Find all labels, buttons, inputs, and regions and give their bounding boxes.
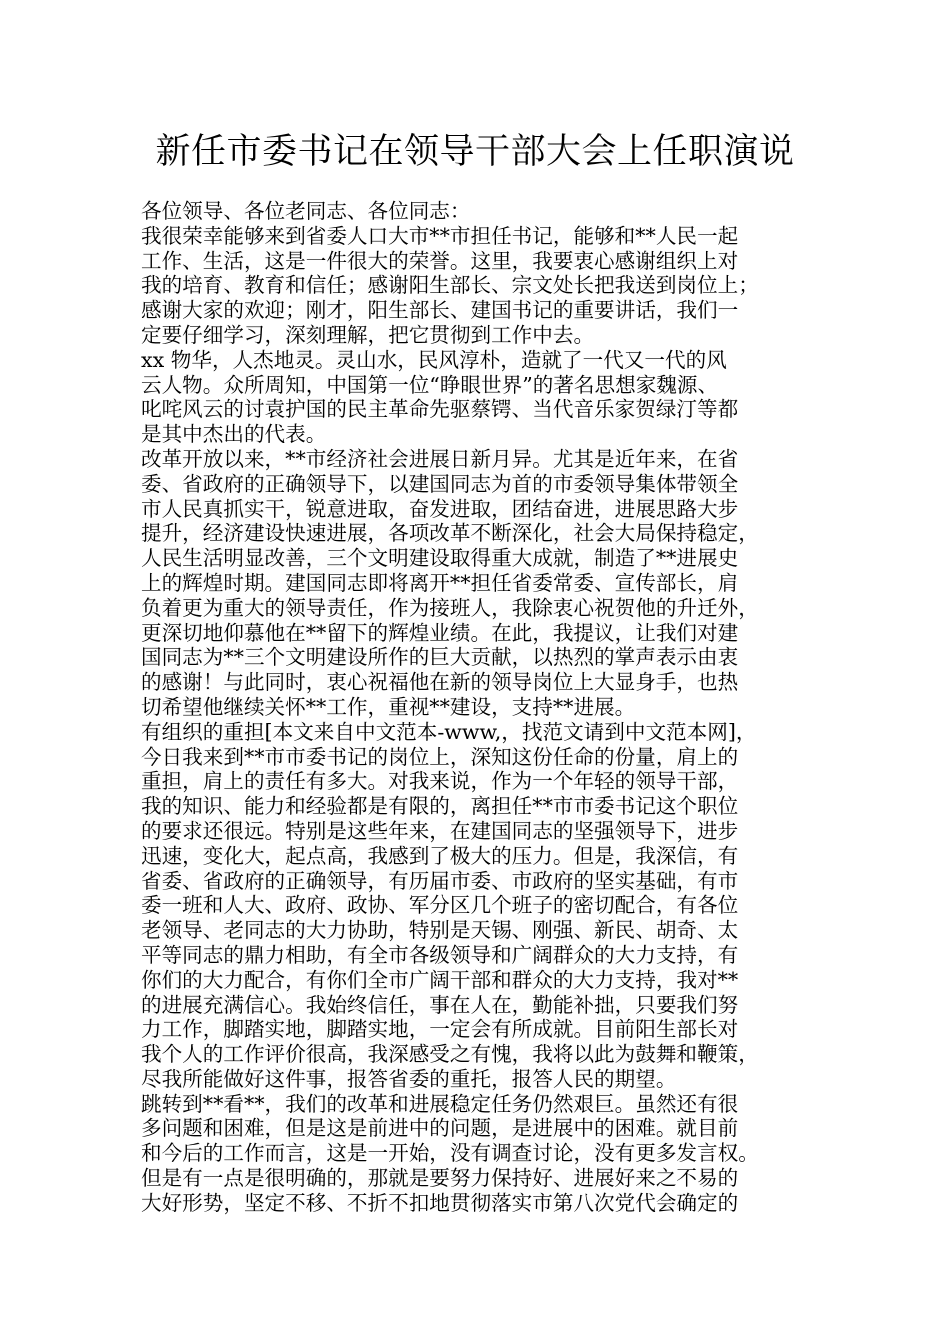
document-title: 新任市委书记在领导干部大会上任职演说 [155, 132, 795, 172]
text-line: 叱咤风云的讨袁护国的民主革命先驱蔡锷、当代音乐家贺绿汀等都 [141, 397, 739, 422]
text-line: 大好形势，坚定不移、不折不扣地贯彻落实市第八次党代会确定的 [141, 1190, 739, 1215]
text-line: 工作、生活，这是一件很大的荣誉。这里，我要衷心感谢组织上对 [141, 248, 739, 273]
text-line: 是其中杰出的代表。 [141, 422, 327, 447]
document-body [141, 199, 831, 1216]
text-line: 和今后的工作而言，这是一开始，没有调查讨论，没有更多发言权。 [141, 1141, 759, 1166]
text-line: 我的知识、能力和经验都是有限的，离担任**市市委书记这个职位 [141, 794, 739, 819]
text-line: 老领导、老同志的大力协助，特别是天锡、刚强、新民、胡奇、太 [141, 918, 739, 943]
text-line: 改革开放以来，**市经济社会进展日新月异。尤其是近年来，在省 [141, 446, 739, 471]
text-line: 提升，经济建设快速进展，各项改革不断深化，社会大局保持稳定， [141, 521, 759, 546]
text-line: 尽我所能做好这件事，报答省委的重托，报答人民的期望。 [141, 1066, 677, 1091]
text-line: 多问题和困难，但是这是前进中的问题，是进展中的困难。就目前 [141, 1116, 739, 1141]
text-line: 的感谢！与此同时，衷心祝福他在新的领导岗位上大显身手，也热 [141, 670, 739, 695]
text-line: 平等同志的鼎力相助，有全市各级领导和广阔群众的大力支持，有 [141, 942, 739, 967]
text-line: 我很荣幸能够来到省委人口大市**市担任书记，能够和**人民一起 [141, 223, 739, 248]
text-line: 国同志为**三个文明建设所作的巨大贡献，以热烈的掌声表示由衷 [141, 645, 739, 670]
text-line: 你们的大力配合，有你们全市广阔干部和群众的大力支持，我对** [141, 967, 739, 992]
text-line: 定要仔细学习，深刻理解，把它贯彻到工作中去。 [141, 322, 595, 347]
text-line: 各位领导、各位老同志、各位同志： [141, 199, 471, 223]
text-line: 市人民真抓实干，锐意进取，奋发进取，团结奋进，进展思路大步 [141, 496, 739, 521]
text-line: 省委、省政府的正确领导，有历届市委、市政府的坚实基础，有市 [141, 868, 739, 893]
text-line: 的要求还很远。特别是这些年来，在建国同志的坚强领导下，进步 [141, 818, 739, 843]
text-line: 跳转到**看**，我们的改革和进展稳定任务仍然艰巨。虽然还有很 [141, 1091, 739, 1116]
text-line: 感谢大家的欢迎；刚才，阳生部长、建国书记的重要讲话，我们一 [141, 298, 739, 323]
text-line: 云人物。众所周知，中国第一位“睁眼世界”的著名思想家魏源、 [141, 372, 719, 397]
text-line: 委、省政府的正确领导下，以建国同志为首的市委领导集体带领全 [141, 471, 739, 496]
text-line: 负着更为重大的领导责任，作为接班人，我除衷心祝贺他的升迁外， [141, 595, 759, 620]
text-line: 我个人的工作评价很高，我深感受之有愧，我将以此为鼓舞和鞭策， [141, 1042, 759, 1067]
text-line: 今日我来到**市市委书记的岗位上，深知这份任命的份量，肩上的 [141, 744, 739, 769]
text-line: 但是有一点是很明确的，那就是要努力保持好、进展好来之不易的 [141, 1166, 739, 1191]
text-line: 我的培育、教育和信任；感谢阳生部长、宗文处长把我送到岗位上； [141, 273, 759, 298]
text-line: 人民生活明显改善，三个文明建设取得重大成就，制造了**进展史 [141, 546, 739, 571]
text-line: 重担，肩上的责任有多大。对我来说，作为一个年轻的领导干部， [141, 769, 739, 794]
text-line: 委一班和人大、政府、政协、军分区几个班子的密切配合，有各位 [141, 893, 739, 918]
text-line: 更深切地仰慕他在**留下的辉煌业绩。在此，我提议，让我们对建 [141, 620, 739, 645]
text-line: 力工作，脚踏实地，脚踏实地，一定会有所成就。目前阳生部长对 [141, 1017, 739, 1042]
text-line: xx 物华，人杰地灵。灵山水，民风淳朴，造就了一代又一代的风 [141, 347, 727, 372]
text-line: 上的辉煌时期。建国同志即将离开**担任省委常委、宣传部长，肩 [141, 570, 739, 595]
text-line: 有组织的重担[本文来自中文范本-www,，找范文请到中文范本网]， [141, 719, 757, 744]
text-line: 迅速，变化大，起点高，我感到了极大的压力。但是，我深信，有 [141, 843, 739, 868]
text-line: 切希望他继续关怀**工作，重视**建设，支持**进展。 [141, 694, 636, 719]
text-line: 的进展充满信心。我始终信任，事在人在，勤能补拙，只要我们努 [141, 992, 739, 1017]
